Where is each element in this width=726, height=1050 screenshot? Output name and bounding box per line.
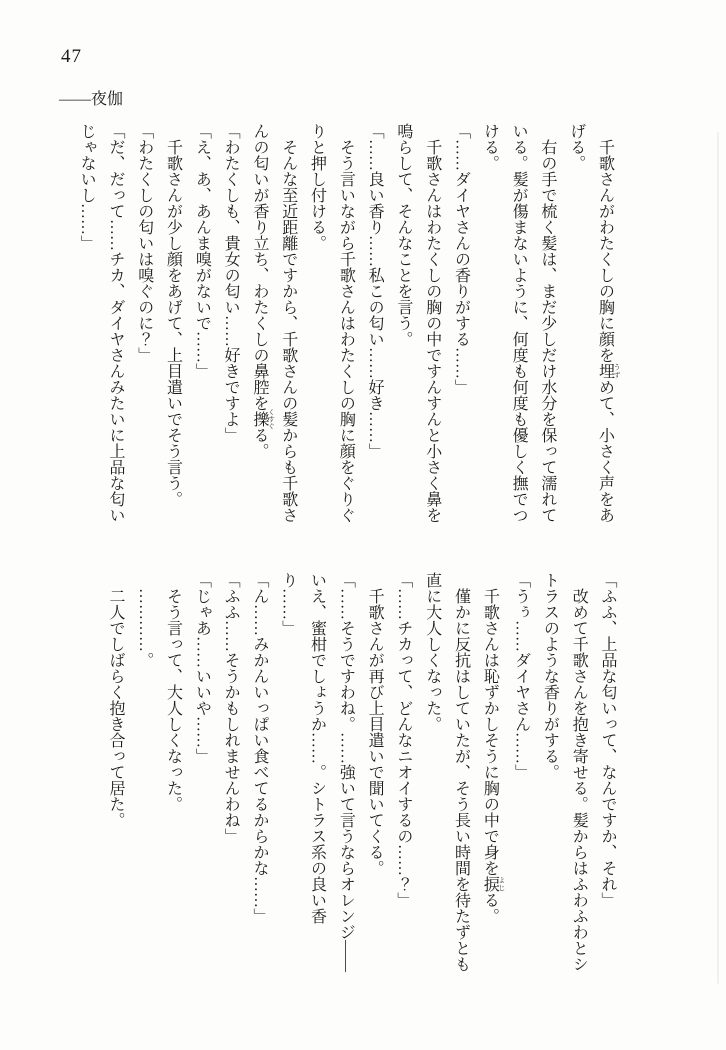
paragraph: 千歌さんが再び上目遣いで聞いてくる。 [366, 588, 384, 876]
paragraph: そう言いながら千歌さんはわたくしの胸に顔をぐりぐりと押し付ける。 [308, 123, 355, 523]
paragraph: …………。 [135, 588, 153, 668]
paragraph: 右の手で梳く髪は、まだ少しだけ水分を保って濡れている。髪が傷まないように、何度も何度も優しく撫でつける。 [481, 123, 556, 523]
paragraph: 千歌さんは恥ずかしそうに胸の中で身を捩 よじる。 [481, 588, 506, 924]
paragraph: 「だ、だって……チカ、ダイヤさんみたいに上品な匂いじゃないし……」 [78, 123, 124, 523]
paragraph: 「……そうですわね。……強いて言うならオレンジ――いえ、蜜柑でしょうか……。シトラス系の良い香り……」 [279, 572, 355, 972]
paragraph: 「……チカって、どんなニオイするの……？」 [394, 572, 412, 908]
paragraph: 「え、あ、あんま嗅がないで……」 [193, 123, 211, 379]
text-block-lower [100, 572, 621, 978]
paragraph: 「わたくしの匂いは嗅ぐのに？」 [135, 123, 153, 363]
paragraph: 千歌さんはわたくしの胸の中ですんすんと小さく鼻を鳴らして、そんなことを言う。 [394, 123, 441, 523]
paragraph: 「ふふ……そうかもしれませんわね」 [222, 572, 240, 844]
page-edge-shadow [717, 132, 719, 984]
paragraph: そう言って、大人しくなった。 [164, 588, 182, 812]
paragraph: 二人でしばらく抱き合って居た。 [106, 588, 124, 828]
paragraph: そんな至近距離ですから、千歌さんの髪からも千歌さんの匂いが香り立ち、わたくしの鼻腔を擽 くすぐる。 [250, 123, 297, 523]
paragraph: 「……良い香り……私この匂い……好き……」 [366, 123, 384, 459]
running-header: ――夜伽 [59, 91, 124, 108]
paragraph: 僅かに反抗はしていたが、そう長い時間を待たずとも直に大人しくなった。 [423, 572, 470, 972]
paragraph: 「うぅ……ダイヤさん……」 [512, 572, 530, 780]
paragraph: 「ふふ、上品な匂いって、なんですか、それ」 [599, 572, 616, 908]
paragraph: 千歌さんが少し顔をあげて、上目遣いでそう言う。 [164, 139, 182, 507]
page-number: 47 [61, 46, 82, 67]
paragraph: 改めて千歌さんを抱き寄せる。髪からはふわふわとシトラスのような香りがする。 [541, 572, 588, 972]
paragraph: 千歌さんがわたくしの胸に顔を埋 うずめて、小さく声をあげる。 [567, 123, 621, 523]
paragraph: 「……ダイヤさんの香りがする……」 [452, 123, 470, 395]
paragraph: 「じゃあ……いいや……」 [193, 572, 211, 764]
paragraph: 「わたくしも、貴女の匂い……好きですよ」 [222, 123, 240, 443]
text-block-upper [71, 123, 621, 529]
paragraph: 「ん……みかんいっぱい食べてるからかな……」 [250, 572, 268, 924]
